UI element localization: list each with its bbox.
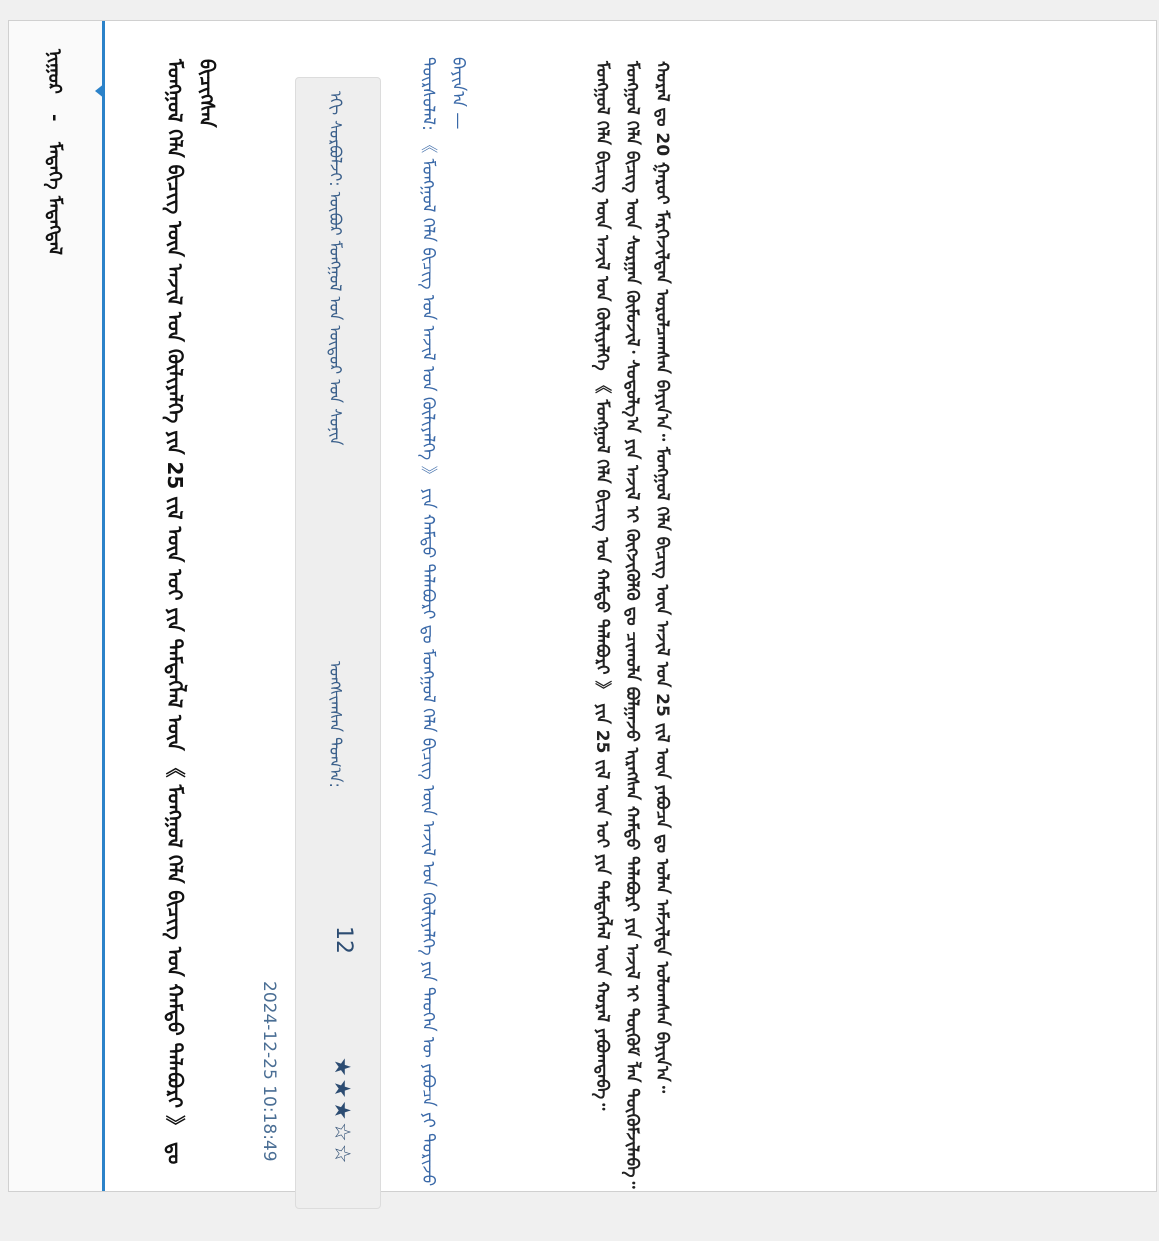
publish-timestamp: 2024-12-25 10:18:49 [259,981,279,1162]
views-label: ᠤᠩᠰᠢᠭᠰᠠᠨ ᠲᠣᠭ᠎ᠠ: [326,661,345,788]
body-paragraph: ᠮᠣᠩᠭᠣᠯ ᠬᠡᠯᠡ ᠪᠢᠴᠢᠭ ᠦᠨ ᠰᠤᠷᠭᠠᠨ ᠬᠦᠮᠦᠵᠢᠯ᠂ ᠰᠤᠳᠤᠯᠭ᠎ᠠ ᠶᠢᠨ ᠠᠵᠢᠯ ᠢ ᠬᠥᠭᠵᠢᠭᠦᠯᠬᠦ ᠳᠤ ᠴᠢᠬᠤᠯᠠ ᠪᠣᠯᠭᠠᠵᠤ ᠢᠷᠡᠭᠰᠡᠨ ᠬᠠᠮᠲᠤ ᠲᠠᠯᠠᠪᠤᠷᠢ ᠶᠢᠨ ᠠᠵᠢᠯ ᠢ ᠳᠦᠬᠦᠮ ᠯᠡᠨ ᠳᠦᠭᠦᠮᠵᠢᠯᠡᠪᠡ᠃ [622,61,642,1189]
body-paragraph: ᠬᠤᠷᠠᠯ ᠳᠤ 20 ᠭᠠᠷᠤᠢ ᠮᠡᠷᠭᠡᠵᠢᠯᠲᠡᠨ ᠣᠷᠣᠯᠴᠠᠭᠰᠠᠨ ᠪᠠᠶᠢᠨ᠎ᠠ᠃ ᠮᠣᠩᠭᠣᠯ ᠬᠡᠯᠡ ᠪᠢᠴᠢᠭ ᠦᠨ ᠠᠵᠢᠯ ᠤᠨ 25 ᠵᠢᠯ ᠦᠨ ᠶᠠᠪᠤᠴᠠ ᠳᠤ ᠣᠯᠠᠨ ᠠᠮᠵᠢᠯᠲᠠ ᠣᠯᠤᠭᠰᠠᠨ ᠪᠠᠶᠢᠨ᠎ᠠ᠃ [652,61,672,1093]
active-pointer-icon [95,83,105,99]
breadcrumb-home-link[interactable]: ᠨᠢᠭᠤᠷ [44,49,65,94]
views-count: 12 [331,926,356,954]
body-paragraph: ᠮᠣᠩᠭᠣᠯ ᠬᠡᠯᠡ ᠪᠢᠴᠢᠭ ᠦᠨ ᠠᠵᠢᠯ ᠤᠨ ᠬᠦᠯᠢᠶᠡᠯᠭᠡ 《 ᠮᠣᠩᠭᠣᠯ ᠬᠡᠯᠡ ᠪᠢᠴᠢᠭ ᠤᠨ ᠬᠠᠮᠲᠤ ᠲᠠᠯᠠᠪᠤᠷᠢ 》 ᠶᠢᠨ 25 ᠵᠢᠯ ᠦᠨ ᠣᠢ ᠶᠢᠨ ᠲᠡᠮᠳᠡᠭᠯᠡᠯ ᠦᠨ ᠬᠤᠷᠠᠯ ᠶᠠᠪᠤᠭᠳᠠᠪᠠ᠃ [592,61,612,1111]
source-label: ᠡᠬᠢ ᠰᠤᠷᠪᠤᠯᠵᠢ: ᠥᠪᠥᠷ ᠮᠣᠩᠭᠣᠯ ᠤᠨ ᠥᠳᠥᠷ ᠤᠨ ᠰᠣᠨᠢᠨ [326,91,345,446]
article-summary: ᠳᠦᠷᠰᠦᠯᠡᠯ: 《 ᠮᠣᠩᠭᠣᠯ ᠬᠡᠯᠡ ᠪᠢᠴᠢᠭ ᠤᠨ ᠠᠵᠢᠯ ᠤᠨ ᠬᠦᠯᠢᠶᠡᠯᠭᠡ 》 ᠶᠢᠨ ᠬᠠᠮᠲᠤ ᠲᠠᠯᠠᠪᠤᠷᠢ ᠳᠤ ᠮᠣᠩᠭᠣᠯ ᠬᠡᠯᠡ ᠪᠢᠴᠢᠭ ᠦᠨ ᠠᠵᠢᠯ ᠤᠨ ᠬᠦᠯᠢᠶᠡᠯᠭᠡ ᠶᠢᠨ ᠲᠡᠦᠬᠡᠨ ᠦ ᠶᠠᠪᠤᠴᠠ ᠶᠢ ᠲᠤᠷᠢᠵᠤ ᠪᠠᠶᠢᠨ᠎ᠠ — [418,57,468,1187]
article-body [587,61,677,1211]
rating-stars[interactable]: ★★★☆☆ [329,1057,354,1166]
breadcrumb [43,49,74,429]
breadcrumb-section-link[interactable]: ᠮᠡᠳᠡᠭᠡ ᠮᠡᠳᠡᠭᠳᠡᠯ [44,141,65,255]
page-title: ᠮᠣᠩᠭᠣᠯ ᠬᠡᠯᠡ ᠪᠢᠴᠢᠭ ᠦᠨ ᠠᠵᠢᠯ ᠤᠨ ᠬᠦᠯᠢᠶᠡᠯᠭᠡ ᠶᠢᠨ 25 ᠵᠢᠯ ᠦᠨ ᠣᠢ ᠶᠢᠨ ᠲᠡᠮᠳᠡᠭᠯᠡᠯ ᠦᠨ 《 ᠮᠣᠩᠭᠣᠯ ᠬᠡᠯᠡ ᠪᠢᠴᠢᠭ ᠤᠨ ᠬᠠᠮᠲᠤ ᠲᠠᠯᠠᠪᠤᠷᠢ 》 ᠳᠤ ᠪᠢᠴᠢᠭᠰᠡᠨ [163,59,219,1165]
breadcrumb-separator: - [44,114,65,122]
content-window [8,20,1157,1192]
